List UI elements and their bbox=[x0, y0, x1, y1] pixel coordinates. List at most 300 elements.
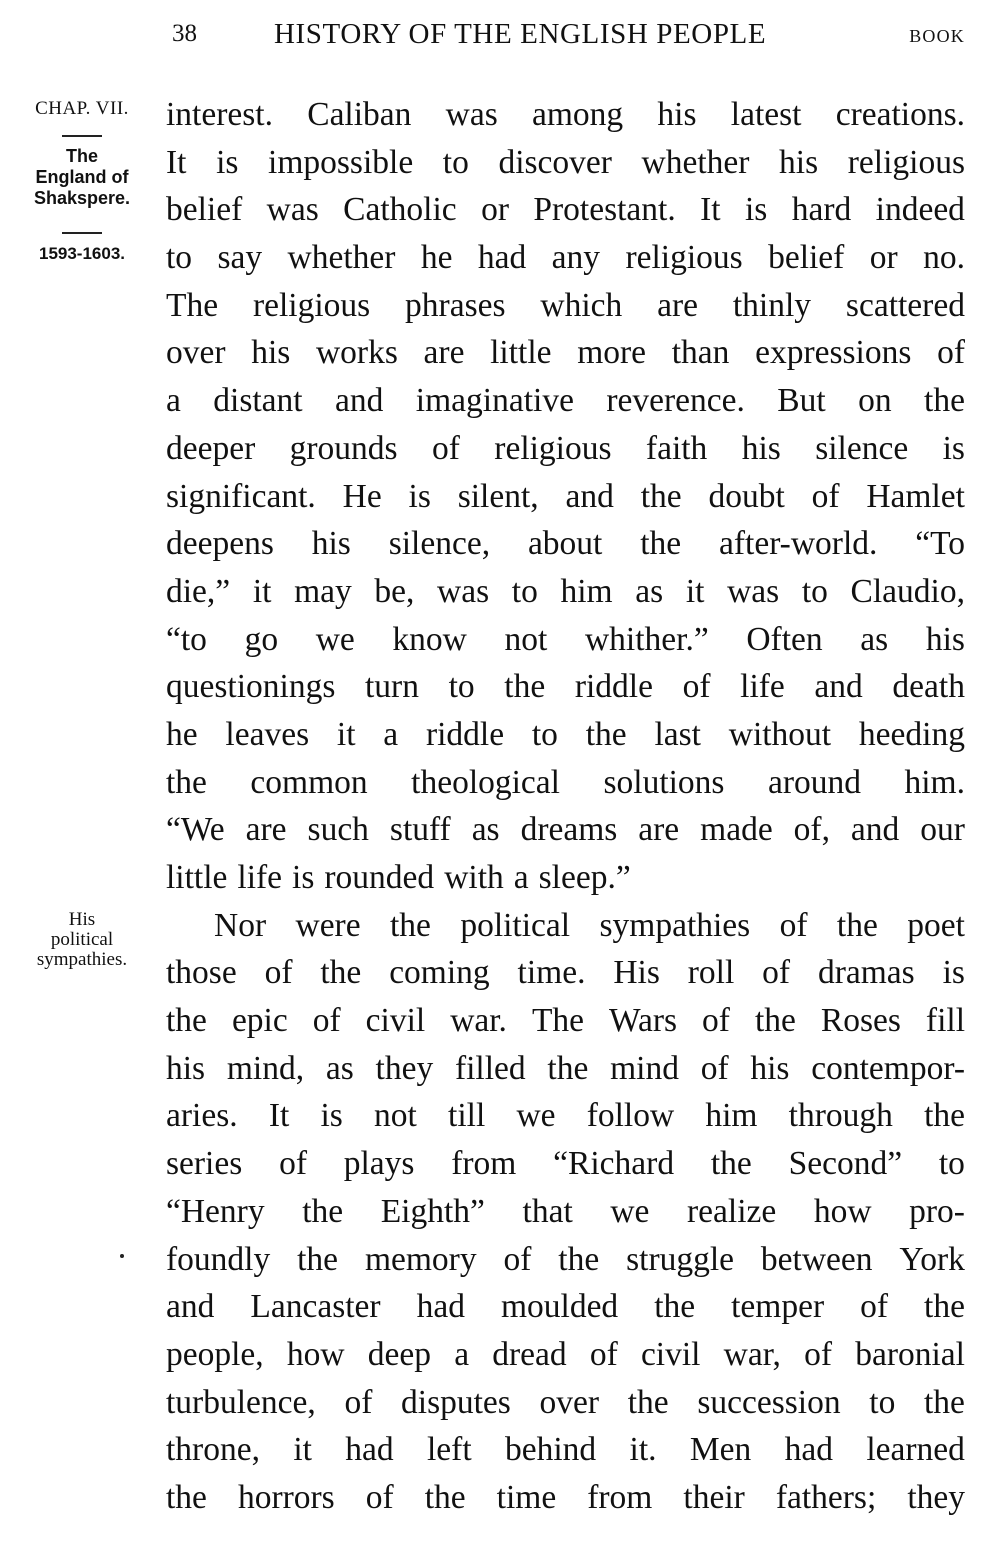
word: the bbox=[710, 1145, 752, 1183]
word: Wars bbox=[609, 1002, 678, 1040]
body-text bbox=[166, 91, 965, 1522]
word: whether bbox=[287, 239, 396, 277]
word: civil bbox=[640, 1335, 701, 1373]
margin-rule bbox=[62, 232, 102, 234]
word: deepens bbox=[166, 525, 274, 563]
word: among bbox=[532, 96, 624, 133]
word: stuff bbox=[389, 811, 451, 849]
section-dates: 1593-1603. bbox=[38, 244, 126, 263]
word: poet bbox=[907, 906, 965, 944]
word: the bbox=[297, 1240, 339, 1278]
text-line bbox=[166, 759, 965, 807]
text-line bbox=[166, 1092, 965, 1140]
word: is bbox=[744, 191, 768, 229]
word: questionings bbox=[166, 668, 336, 706]
word: on bbox=[858, 382, 892, 420]
word: aries. bbox=[166, 1097, 238, 1135]
word: thinly bbox=[732, 286, 812, 324]
word: the bbox=[654, 1288, 696, 1326]
word: or bbox=[481, 191, 509, 229]
running-header bbox=[170, 16, 965, 56]
word: “to bbox=[166, 620, 207, 658]
text-line bbox=[166, 997, 965, 1045]
text-line bbox=[166, 902, 965, 950]
word: baronial bbox=[855, 1335, 965, 1373]
word: belief bbox=[768, 239, 845, 277]
word: It bbox=[268, 1097, 290, 1135]
word: of bbox=[503, 1240, 532, 1278]
word: grounds bbox=[289, 429, 398, 467]
text-line-words bbox=[166, 282, 965, 330]
word: heeding bbox=[858, 715, 965, 753]
word: “Richard bbox=[553, 1145, 675, 1183]
word: time. bbox=[517, 954, 586, 992]
word: his bbox=[779, 143, 819, 181]
word: till bbox=[448, 1097, 486, 1135]
word: not bbox=[374, 1097, 417, 1135]
word: significant. bbox=[166, 477, 316, 515]
word: as bbox=[325, 1049, 354, 1087]
word: It bbox=[700, 191, 721, 229]
word: made bbox=[700, 811, 773, 849]
word: whether bbox=[641, 143, 750, 181]
word: leaves bbox=[225, 715, 310, 753]
word: the bbox=[924, 1097, 965, 1135]
word: York bbox=[899, 1240, 965, 1278]
word: roll bbox=[687, 954, 735, 992]
text-line bbox=[166, 91, 965, 139]
word: turn bbox=[365, 668, 419, 706]
word: follow bbox=[586, 1097, 675, 1135]
word: series bbox=[166, 1145, 243, 1183]
word: mind bbox=[610, 1049, 679, 1087]
word: without bbox=[728, 715, 832, 753]
word: to bbox=[801, 572, 828, 610]
word: over bbox=[539, 1383, 600, 1421]
text-line bbox=[166, 473, 965, 521]
word: Caliban bbox=[307, 96, 412, 133]
word: But bbox=[777, 382, 826, 420]
word: how bbox=[813, 1192, 872, 1230]
text-line-words bbox=[166, 568, 965, 616]
word: turbulence, bbox=[166, 1383, 316, 1421]
word: horrors bbox=[237, 1478, 335, 1516]
text-line bbox=[166, 186, 965, 234]
word: he bbox=[420, 239, 453, 277]
word: a bbox=[513, 859, 529, 896]
word: to bbox=[448, 668, 475, 706]
word: him. bbox=[904, 763, 965, 801]
side-note-line: sympathies. bbox=[36, 949, 128, 970]
word: a bbox=[383, 715, 399, 753]
word: which bbox=[540, 286, 623, 324]
word: is bbox=[320, 1097, 343, 1135]
word: is bbox=[408, 477, 431, 515]
word: we bbox=[516, 1097, 556, 1135]
word: it bbox=[336, 715, 356, 753]
word: of bbox=[432, 429, 460, 467]
word: more bbox=[577, 334, 647, 372]
word: about bbox=[527, 525, 603, 563]
word: as bbox=[860, 620, 889, 658]
word: the bbox=[424, 1478, 466, 1516]
text-line bbox=[166, 329, 965, 377]
word: foundly bbox=[166, 1240, 271, 1278]
text-line bbox=[166, 377, 965, 425]
word: His bbox=[613, 954, 660, 992]
word: the bbox=[924, 1288, 965, 1326]
text-line bbox=[166, 1474, 965, 1522]
text-line-words bbox=[166, 1474, 965, 1522]
word: contempor- bbox=[811, 1049, 965, 1087]
word: with bbox=[444, 859, 504, 896]
word: “Henry bbox=[166, 1192, 265, 1230]
text-line bbox=[166, 568, 965, 616]
word: realize bbox=[687, 1192, 777, 1230]
word: “We bbox=[166, 811, 225, 849]
word: It bbox=[166, 143, 187, 181]
word: phrases bbox=[405, 286, 506, 324]
word: theological bbox=[411, 763, 560, 801]
word: to bbox=[938, 1145, 965, 1183]
word: and bbox=[814, 668, 863, 706]
word: they bbox=[907, 1478, 965, 1516]
word: are bbox=[423, 334, 465, 372]
word: than bbox=[671, 334, 730, 372]
word: around bbox=[767, 763, 861, 801]
word: religious bbox=[494, 429, 612, 467]
word: deep bbox=[367, 1335, 431, 1373]
word: a bbox=[454, 1335, 470, 1373]
word: are bbox=[657, 286, 699, 324]
side-note-line: His bbox=[68, 909, 96, 930]
word: the bbox=[166, 1002, 207, 1040]
word: were bbox=[295, 906, 361, 944]
word: of bbox=[279, 1145, 307, 1183]
word: is bbox=[942, 429, 965, 467]
word: of bbox=[312, 1002, 341, 1040]
word: was bbox=[445, 96, 498, 133]
word: his bbox=[166, 1049, 206, 1087]
section-title-line: The bbox=[65, 146, 98, 166]
text-line bbox=[166, 234, 965, 282]
word: struggle bbox=[626, 1240, 735, 1278]
word: religious bbox=[252, 286, 371, 324]
word: is bbox=[216, 143, 239, 181]
word: epic bbox=[231, 1002, 288, 1040]
word: faith bbox=[645, 429, 708, 467]
word: of bbox=[682, 668, 711, 706]
word: learned bbox=[866, 1431, 965, 1469]
word: interest. bbox=[166, 96, 273, 133]
word: religious bbox=[847, 143, 965, 181]
word: pro- bbox=[909, 1192, 965, 1230]
text-line-words bbox=[166, 1092, 965, 1140]
word: the bbox=[640, 477, 682, 515]
word: distant bbox=[213, 382, 303, 420]
word: to bbox=[531, 715, 558, 753]
word: last bbox=[654, 715, 701, 753]
text-line-words bbox=[166, 186, 965, 234]
word: Claudio, bbox=[850, 572, 965, 610]
word: doubt bbox=[708, 477, 785, 515]
word: had bbox=[345, 1431, 394, 1469]
word: of, bbox=[793, 811, 830, 849]
word: moulded bbox=[500, 1288, 619, 1326]
word: from bbox=[451, 1145, 517, 1183]
word: had bbox=[416, 1288, 465, 1326]
word: Eighth” bbox=[380, 1192, 485, 1230]
word: his bbox=[741, 429, 781, 467]
word: life bbox=[237, 859, 283, 896]
text-line-words bbox=[166, 329, 965, 377]
word: after-world. bbox=[719, 525, 878, 563]
word: it bbox=[252, 572, 272, 610]
word: the bbox=[558, 1240, 600, 1278]
word: war, bbox=[723, 1335, 781, 1373]
stray-mark bbox=[120, 1254, 124, 1258]
word: Catholic bbox=[343, 191, 457, 229]
word: as bbox=[635, 572, 664, 610]
word: religious bbox=[625, 239, 743, 277]
word: we bbox=[315, 620, 355, 658]
text-line bbox=[166, 282, 965, 330]
text-line-words bbox=[166, 949, 965, 997]
word: him bbox=[705, 1097, 758, 1135]
word: and bbox=[850, 811, 900, 849]
word: we bbox=[610, 1192, 650, 1230]
word: succession bbox=[697, 1383, 841, 1421]
word: it. bbox=[629, 1431, 657, 1469]
running-title: HISTORY OF THE ENGLISH PEOPLE bbox=[274, 18, 767, 50]
text-line-words bbox=[166, 1379, 965, 1427]
word: may bbox=[294, 572, 352, 610]
word: Roses bbox=[820, 1002, 901, 1040]
word: to bbox=[511, 572, 538, 610]
word: dreams bbox=[520, 811, 618, 849]
word: sympathies bbox=[599, 906, 751, 944]
text-line-words bbox=[166, 1140, 965, 1188]
word: Nor bbox=[214, 906, 267, 944]
word: left bbox=[427, 1431, 472, 1469]
word: mind, bbox=[226, 1049, 305, 1087]
word: it bbox=[293, 1431, 312, 1469]
word: they bbox=[375, 1049, 434, 1087]
word: works bbox=[315, 334, 398, 372]
word: life bbox=[740, 668, 785, 706]
text-line bbox=[166, 1379, 965, 1427]
word: through bbox=[788, 1097, 893, 1135]
word: the bbox=[924, 382, 965, 420]
word: latest bbox=[730, 96, 802, 133]
word: had bbox=[784, 1431, 833, 1469]
word: silent, bbox=[457, 477, 539, 515]
word: of bbox=[589, 1335, 618, 1373]
word: such bbox=[307, 811, 369, 849]
text-line-words bbox=[166, 1283, 965, 1331]
word: Second” bbox=[788, 1145, 903, 1183]
word: belief bbox=[166, 191, 243, 229]
word: over bbox=[166, 334, 226, 372]
text-line bbox=[166, 1045, 965, 1093]
word: solutions bbox=[603, 763, 725, 801]
text-line bbox=[166, 520, 965, 568]
word: Men bbox=[689, 1431, 752, 1469]
word: of bbox=[860, 1288, 889, 1326]
word: was bbox=[266, 191, 319, 229]
word: Hamlet bbox=[866, 477, 965, 515]
chapter-label: CHAP. VII. bbox=[35, 98, 129, 119]
word: is bbox=[942, 954, 965, 992]
word: to bbox=[442, 143, 469, 181]
word: indeed bbox=[875, 191, 965, 229]
text-line bbox=[166, 1283, 965, 1331]
word: the bbox=[389, 906, 431, 944]
text-line-words bbox=[166, 806, 965, 854]
word: throne, bbox=[166, 1431, 260, 1469]
word: war. bbox=[450, 1002, 507, 1040]
section-title-line: England of bbox=[35, 167, 129, 187]
word: discover bbox=[498, 143, 612, 181]
text-line-words bbox=[166, 1426, 965, 1474]
text-line-words bbox=[166, 139, 965, 187]
word: the bbox=[836, 906, 878, 944]
word: He bbox=[342, 477, 382, 515]
word: of bbox=[804, 1335, 833, 1373]
word: little bbox=[166, 859, 228, 896]
word: him bbox=[560, 572, 613, 610]
word: of bbox=[811, 477, 840, 515]
word: expressions bbox=[755, 334, 912, 372]
word: of bbox=[700, 1049, 729, 1087]
word: of bbox=[344, 1383, 373, 1421]
word: plays bbox=[343, 1145, 415, 1183]
word: temper bbox=[731, 1288, 825, 1326]
text-line-words bbox=[166, 1045, 965, 1093]
word: his bbox=[750, 1049, 790, 1087]
word: the bbox=[585, 715, 627, 753]
word: the bbox=[320, 954, 362, 992]
word: death bbox=[892, 668, 965, 706]
word: disputes bbox=[401, 1383, 511, 1421]
text-line bbox=[166, 1426, 965, 1474]
word: coming bbox=[389, 954, 490, 992]
side-note bbox=[8, 910, 156, 970]
word: not bbox=[504, 620, 548, 658]
word: scattered bbox=[845, 286, 965, 324]
margin-rule bbox=[62, 135, 102, 137]
text-line-words bbox=[166, 234, 965, 282]
word: fill bbox=[925, 1002, 965, 1040]
word: of bbox=[365, 1478, 394, 1516]
word: of bbox=[779, 906, 808, 944]
text-line-words bbox=[166, 902, 965, 950]
word: riddle bbox=[425, 715, 505, 753]
word: riddle bbox=[574, 668, 653, 706]
word: how bbox=[286, 1335, 345, 1373]
text-line bbox=[166, 616, 965, 664]
word: the bbox=[504, 668, 546, 706]
word: no. bbox=[923, 239, 965, 277]
word: know bbox=[392, 620, 467, 658]
word: of bbox=[702, 1002, 730, 1040]
word: say bbox=[217, 239, 263, 277]
word: their bbox=[683, 1478, 745, 1516]
word: deeper bbox=[166, 429, 256, 467]
word: the bbox=[627, 1383, 669, 1421]
word: the bbox=[924, 1383, 965, 1421]
text-line bbox=[166, 806, 965, 854]
word: his bbox=[251, 334, 291, 372]
word: that bbox=[522, 1192, 573, 1230]
page-number: 38 bbox=[172, 20, 197, 47]
word: as bbox=[471, 811, 500, 849]
word: and bbox=[565, 477, 614, 515]
word: dread bbox=[492, 1335, 567, 1373]
word: his bbox=[311, 525, 351, 563]
word: to bbox=[166, 239, 193, 277]
word: silence bbox=[815, 429, 909, 467]
word: he bbox=[166, 715, 198, 753]
word: between bbox=[760, 1240, 873, 1278]
word: are bbox=[638, 811, 680, 849]
book-label: BOOK bbox=[909, 26, 965, 46]
word: political bbox=[460, 906, 571, 944]
word: those bbox=[166, 954, 237, 992]
text-line-words bbox=[166, 711, 965, 759]
word: and bbox=[335, 382, 384, 420]
text-line-words bbox=[166, 1188, 965, 1236]
word: fathers; bbox=[775, 1478, 877, 1516]
word: impossible bbox=[268, 143, 414, 181]
text-line-words bbox=[166, 854, 965, 902]
word: rounded bbox=[324, 859, 435, 896]
text-line-words bbox=[166, 1331, 965, 1379]
text-line bbox=[166, 139, 965, 187]
text-line-words bbox=[166, 473, 965, 521]
word: of bbox=[762, 954, 791, 992]
word: was bbox=[727, 572, 780, 610]
text-line-words bbox=[166, 91, 965, 139]
word: from bbox=[587, 1478, 653, 1516]
word: of bbox=[264, 954, 293, 992]
word: behind bbox=[504, 1431, 597, 1469]
word: our bbox=[920, 811, 965, 849]
section-title bbox=[8, 146, 156, 209]
word: the bbox=[754, 1002, 796, 1040]
word: to bbox=[869, 1383, 896, 1421]
text-line bbox=[166, 854, 965, 902]
word: civil bbox=[365, 1002, 426, 1040]
word: or bbox=[869, 239, 898, 277]
text-line bbox=[166, 711, 965, 759]
word: Lancaster bbox=[250, 1288, 381, 1326]
word: The bbox=[166, 286, 219, 324]
word: was bbox=[437, 572, 490, 610]
word: a bbox=[166, 382, 181, 420]
word: time bbox=[496, 1478, 557, 1516]
section-title-line: Shakspere. bbox=[33, 188, 131, 208]
text-line bbox=[166, 1331, 965, 1379]
word: is bbox=[292, 859, 315, 896]
word: it bbox=[685, 572, 705, 610]
word: whither.” bbox=[584, 620, 709, 658]
text-line-words bbox=[166, 997, 965, 1045]
word: the bbox=[166, 1478, 207, 1516]
word: the bbox=[547, 1049, 589, 1087]
word: little bbox=[490, 334, 552, 372]
word: Often bbox=[746, 620, 823, 658]
